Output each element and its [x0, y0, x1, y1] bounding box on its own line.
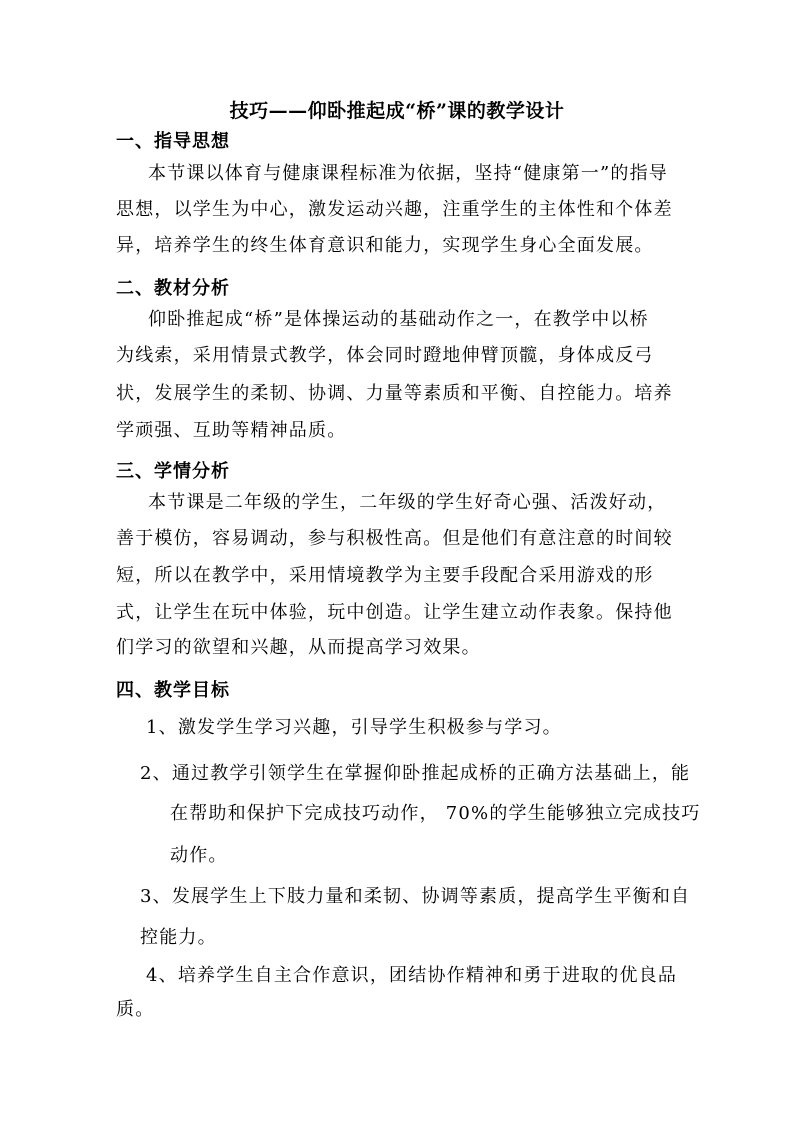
goal-item-1: 1、激发学生学习兴趣，引导学生积极参与学习。 — [146, 717, 562, 738]
paragraph-line: 善于模仿，容易调动，参与积极性高。但是他们有意注意的时间较 — [116, 528, 673, 549]
section-heading-material-analysis: 二、教材分析 — [116, 278, 230, 299]
section-heading-teaching-goals: 四、教学目标 — [116, 680, 230, 701]
goal-item-3: 3、发展学生上下肢力量和柔韧、协调等素质，提高学生平衡和自 — [140, 886, 691, 907]
paragraph-line: 短，所以在教学中，采用情境教学为主要手段配合采用游戏的形 — [116, 565, 654, 586]
paragraph-line: 仰卧推起成“桥”是体操运动的基础动作之一，在教学中以桥 — [148, 309, 649, 330]
paragraph-line: 学顽强、互助等精神品质。 — [116, 420, 347, 441]
goal-item-4: 4、培养学生自主合作意识，团结协作精神和勇于进取的优良品 — [146, 965, 678, 986]
goal-item-2-continued: 动作。 — [170, 845, 228, 866]
paragraph-line: 式，让学生在玩中体验，玩中创造。让学生建立动作表象。保持他 — [116, 602, 673, 623]
section-heading-learner-analysis: 三、学情分析 — [116, 461, 230, 482]
paragraph-line: 思想，以学生为中心，激发运动兴趣，注重学生的主体性和个体差 — [116, 199, 673, 220]
paragraph-line: 本节课以体育与健康课程标准为依据，坚持“健康第一”的指导 — [148, 163, 669, 184]
goal-item-4-continued: 质。 — [116, 999, 155, 1020]
goal-item-3-continued: 控能力。 — [140, 927, 217, 948]
paragraph-line: 们学习的欲望和兴趣，从而提高学习效果。 — [116, 637, 481, 658]
goal-item-2: 2、通过教学引领学生在掌握仰卧推起成桥的正确方法基础上，能 — [140, 763, 691, 784]
paragraph-line: 异，培养学生的终生体育意识和能力，实现学生身心全面发展。 — [116, 235, 654, 256]
document-title: 技巧——仰卧推起成“桥”课的教学设计 — [229, 100, 565, 122]
paragraph-line: 状，发展学生的柔韧、协调、力量等素质和平衡、自控能力。培养 — [116, 383, 673, 404]
paragraph-line: 本节课是二年级的学生，二年级的学生好奇心强、活泼好动， — [148, 492, 667, 513]
paragraph-line: 为线索，采用情景式教学，体会同时蹬地伸臂顶髋，身体成反弓 — [116, 345, 654, 366]
section-heading-guiding-ideology: 一、指导思想 — [116, 131, 230, 152]
goal-item-2-continued: 在帮助和保护下完成技巧动作， 70%的学生能够独立完成技巧 — [170, 803, 701, 824]
